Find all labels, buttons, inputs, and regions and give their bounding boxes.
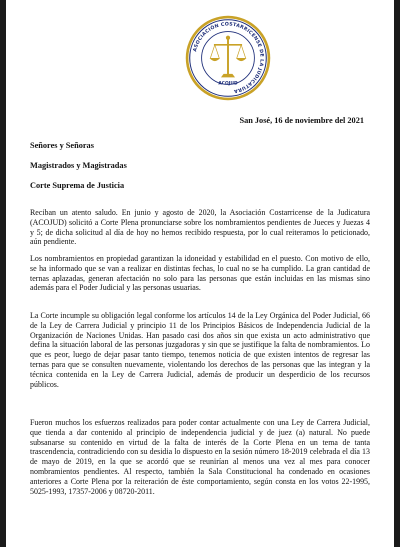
- paragraph-4: Fueron muchos los esfuerzos realizados para poder contar actualmente con una Ley de Carrera Judicial, que tienda a dar contenido al principio de independencia judicial y de juez (a) natural. No puede subsanarse su contenido en virtud de la falta de interés de la Corte Plena en un tema de tanta trascendencia, contradiciendo con su desidia lo dispuesto en la sesión número 18-2019 celebrada el día 13 de mayo de 2019, en la que se acordó que se reunirían al menos una vez al mes para conocer nombramientos pendientes. Al respecto, también la Sala Constitucional ha condenado en ocasiones anteriores a Corte Plena por la reiteración de éste comportamiento, según consta en los votos 22-1995, 5025-1993, 17357-2006 y 08720-2011.: [30, 418, 370, 496]
- salutation-line-2: Magistrados y Magistradas: [30, 161, 127, 170]
- letter-page: [6, 0, 394, 547]
- paragraph-1: Reciban un atento saludo. En junio y agosto de 2020, la Asociación Costarricense de la Judicatura (ACOJUD) solicitó a Corte Plena pronunciarse sobre los nombramientos pendientes de Jueces y Juezas 4 y 5; de dicha solicitud al día de hoy no hemos recibido respuesta, por lo cual reiteramos lo peticionado, aún pendiente.: [30, 208, 370, 247]
- letter-date: San José, 16 de noviembre del 2021: [239, 116, 364, 125]
- paragraph-2: Los nombramientos en propiedad garantizan la idoneidad y estabilidad en el puesto. Con motivo de ello, se ha informado que se van a realizar en distintas fechas, lo cual no se ha cumplido. La gran cantidad de ternas aplazadas, generan afectación no solo para las personas que están incluidas en las mismas sino además para el Poder Judicial y las personas usuarias.: [30, 254, 370, 293]
- seal-ring-text: ASOCIACIÓN COSTARRICENSE DE LA JUDICATURA: [193, 22, 264, 94]
- salutation-line-3: Corte Suprema de Justicia: [30, 181, 125, 190]
- paragraph-3: La Corte incumple su obligación legal conforme los artículos 14 de la Ley Orgánica del Poder Judicial, 66 de la Ley de Carrera Judicial y principio 11 de los Principios Básicos de Independencia Judicial de la Organización de Naciones Unidas. Han pasado casi dos años sin que exista un acto administrativo que defina la situación laboral de las personas juzgadoras y sin que se justifique la falta de nombramientos. Lo que es peor, luego de dejar pasar tanto tiempo, tenemos noticia de que existen intentos de regresar las ternas para que se consulten nuevamente, violentando los derechos de las personas que las integran y la técnica contenida en la Ley de Carrera Judicial, además de producir un desperdicio de los recursos públicos.: [30, 311, 370, 389]
- acojud-seal-logo: [184, 14, 272, 102]
- seal-acronym: ACOJUD: [218, 81, 238, 87]
- salutation-line-1: Señores y Señoras: [30, 141, 94, 150]
